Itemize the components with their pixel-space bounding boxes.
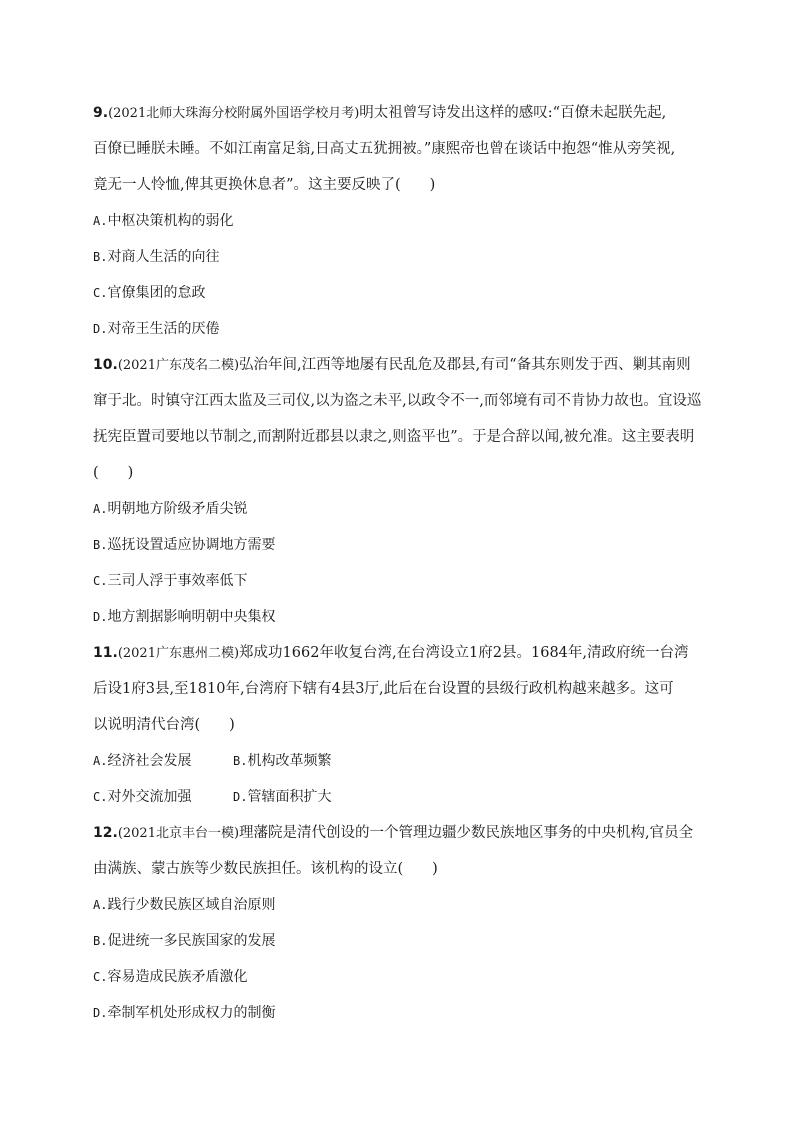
question-stem-line (93, 419, 703, 455)
question-stem-line (93, 347, 703, 383)
option-text: 官僚集团的怠政 (107, 285, 206, 301)
question-stem-line (93, 635, 703, 671)
option-c[interactable] (93, 275, 703, 311)
option-text: 容易造成民族矛盾激化 (107, 969, 248, 985)
option-text: 三司人浮于事效率低下 (107, 573, 248, 589)
option-row (93, 743, 703, 779)
option-c[interactable] (93, 779, 233, 815)
question-number: 10. (93, 357, 118, 373)
option-letter: A. (93, 214, 108, 228)
question-text: 弘治年间,江西等地屡有民乱危及郡县,有司“备其东则发于西、剿其南则 (239, 357, 691, 373)
option-letter: D. (93, 610, 108, 624)
question-stem-line (93, 815, 703, 851)
question-text: 后设1府3县,至1810年,台湾府下辖有4县3厅,此后在台设置的县级行政机构越来越多。这可 (93, 681, 674, 697)
option-a[interactable] (93, 203, 703, 239)
option-letter: A. (93, 502, 108, 516)
option-letter: A. (93, 898, 108, 912)
question-number: 9. (93, 105, 109, 121)
question-text: ( ) (93, 465, 134, 481)
option-text: 地方割据影响明朝中央集权 (107, 609, 276, 625)
option-b[interactable] (93, 527, 703, 563)
question-stem-line (93, 383, 703, 419)
option-a[interactable] (93, 743, 233, 779)
question-number: 12. (93, 825, 118, 841)
question-stem-line (93, 131, 703, 167)
option-text: 机构改革频繁 (247, 753, 332, 769)
option-letter: C. (93, 970, 108, 984)
exam-page (93, 95, 703, 1031)
option-text: 对外交流加强 (107, 789, 192, 805)
option-row (93, 779, 703, 815)
option-text: 践行少数民族区域自治原则 (107, 897, 276, 913)
question-text: 窜于北。时镇守江西太监及三司仪,以为盗之未平,以政令不一,而邻境有司不肯协力故也。宜设巡 (93, 393, 702, 409)
question-number: 11. (93, 645, 118, 661)
option-text: 牵制军机处形成权力的制衡 (107, 1005, 276, 1021)
option-letter: C. (93, 574, 108, 588)
question-source: (2021广东惠州二模) (117, 646, 240, 661)
question-text: 由满族、蒙古族等少数民族担任。该机构的设立( ) (93, 861, 438, 877)
option-text: 中枢决策机构的弱化 (107, 213, 234, 229)
question-text: 竟无一人怜恤,俾其更换休息者”。这主要反映了( ) (93, 177, 436, 193)
option-letter: B. (93, 538, 108, 552)
question-text: 明太祖曾写诗发出这样的感叹:“百僚未起朕先起, (359, 105, 667, 121)
question-10 (93, 347, 703, 635)
question-stem-line (93, 851, 703, 887)
question-text: 以说明清代台湾( ) (93, 717, 235, 733)
option-letter: B. (93, 250, 108, 264)
question-text: 郑成功1662年收复台湾,在台湾设立1府2县。1684年,清政府统一台湾 (239, 645, 689, 661)
option-letter: D. (233, 790, 248, 804)
option-text: 对商人生活的向往 (107, 249, 220, 265)
option-c[interactable] (93, 959, 703, 995)
question-stem-line (93, 707, 703, 743)
question-source: (2021广东茂名二模) (117, 358, 240, 373)
question-text: 抚宪臣置司要地以节制之,而割附近郡县以隶之,则盗平也”。于是合辞以闻,被允准。这主要表明 (93, 429, 695, 445)
option-b[interactable] (93, 239, 703, 275)
question-text: 理藩院是清代创设的一个管理边疆少数民族地区事务的中央机构,官员全 (239, 825, 694, 841)
option-b[interactable] (93, 923, 703, 959)
option-d[interactable] (93, 311, 703, 347)
option-a[interactable] (93, 491, 703, 527)
question-source: (2021北师大珠海分校附属外国语学校月考) (108, 106, 360, 121)
option-d[interactable] (93, 599, 703, 635)
question-stem-line (93, 95, 703, 131)
question-stem-line (93, 671, 703, 707)
option-letter: C. (93, 286, 108, 300)
question-source: (2021北京丰台一模) (117, 826, 240, 841)
option-a[interactable] (93, 887, 703, 923)
option-letter: A. (93, 754, 108, 768)
option-text: 促进统一多民族国家的发展 (107, 933, 276, 949)
option-letter: B. (233, 754, 248, 768)
question-text: 百僚已睡朕未睡。不如江南富足翁,日高丈五犹拥被。”康熙帝也曾在谈话中抱怨“惟从旁笑视, (93, 141, 676, 157)
option-d[interactable] (93, 995, 703, 1031)
option-letter: B. (93, 934, 108, 948)
option-text: 对帝王生活的厌倦 (107, 321, 220, 337)
option-letter: D. (93, 322, 108, 336)
question-12 (93, 815, 703, 1031)
question-11 (93, 635, 703, 815)
option-c[interactable] (93, 563, 703, 599)
question-stem-line (93, 455, 703, 491)
question-stem-line (93, 167, 703, 203)
option-letter: C. (93, 790, 108, 804)
option-text: 经济社会发展 (107, 753, 192, 769)
option-text: 明朝地方阶级矛盾尖锐 (107, 501, 248, 517)
option-b[interactable] (233, 743, 331, 779)
question-9 (93, 95, 703, 347)
option-d[interactable] (233, 779, 331, 815)
option-letter: D. (93, 1006, 108, 1020)
option-text: 管辖面积扩大 (247, 789, 332, 805)
option-text: 巡抚设置适应协调地方需要 (107, 537, 276, 553)
